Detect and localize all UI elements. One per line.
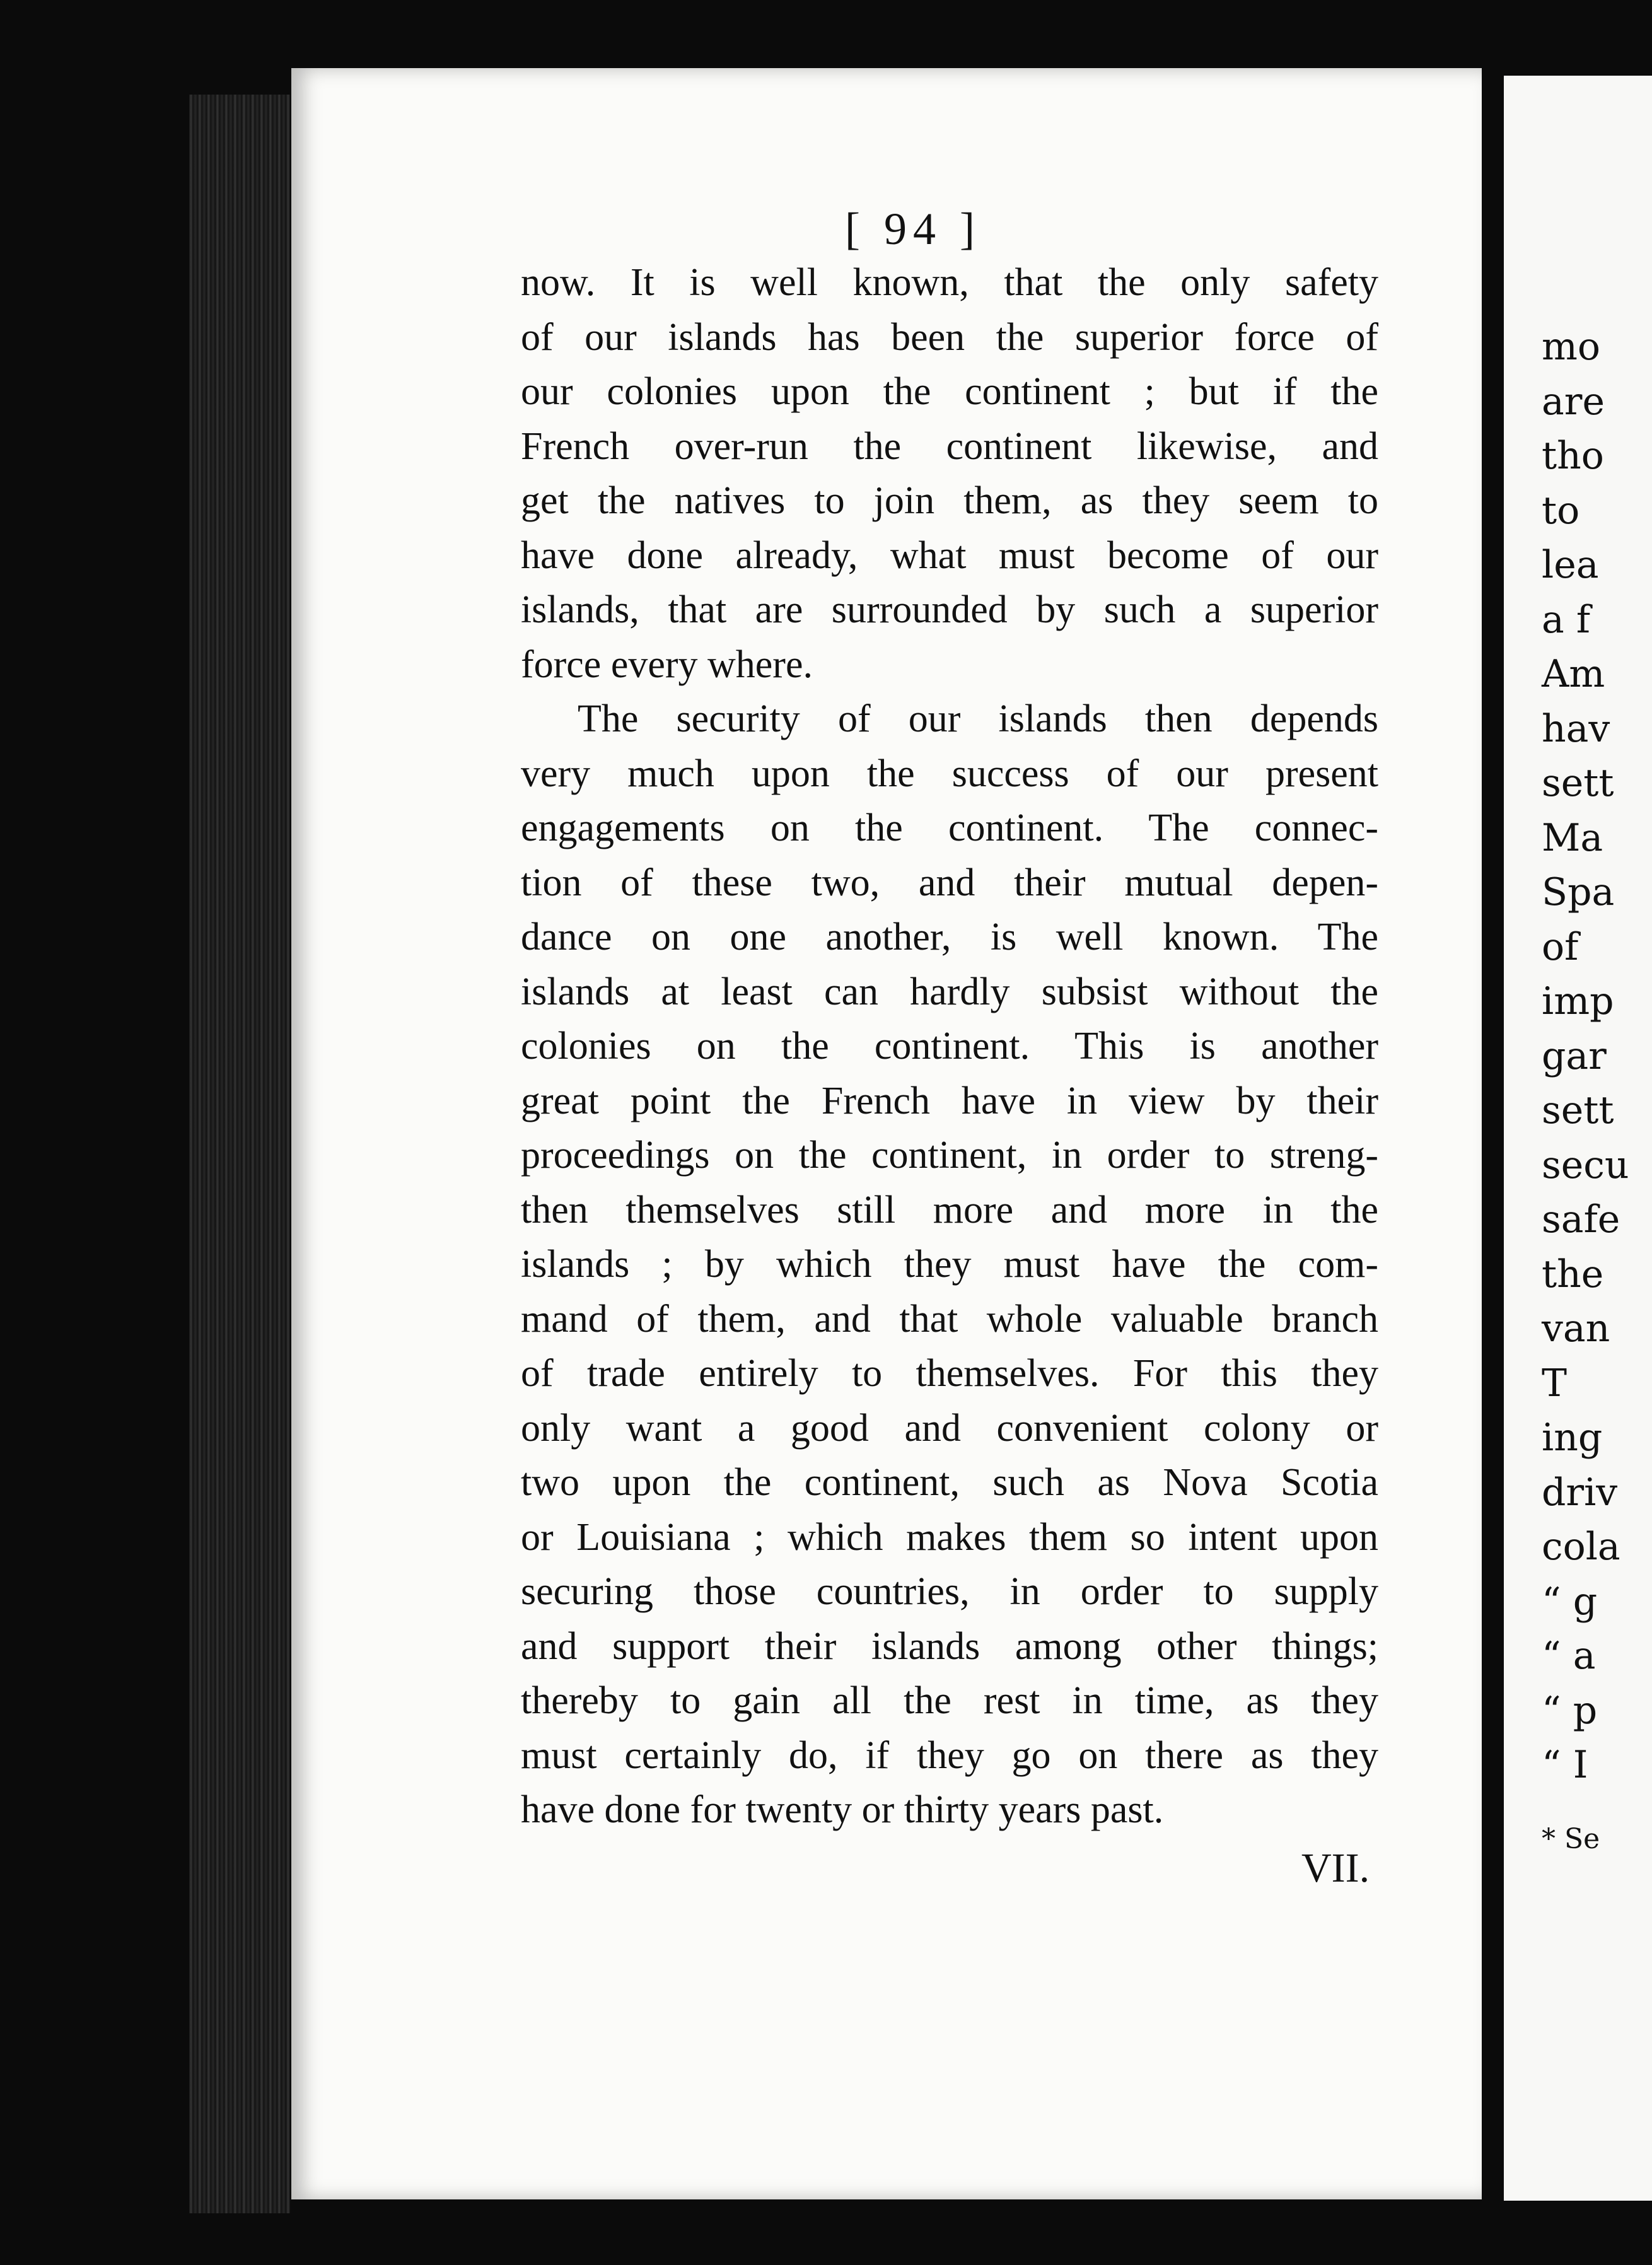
facing-page-fragment: of	[1542, 924, 1579, 969]
text-line: two upon the continent, such as Nova Scotia	[521, 1461, 1378, 1504]
book-binding	[189, 95, 290, 2213]
text-line: islands, that are surrounded by such a superior	[521, 588, 1378, 631]
text-line: thereby to gain all the rest in time, as they	[521, 1679, 1378, 1722]
text-line: have done for twenty or thirty years past.	[521, 1788, 1164, 1831]
text-line: our colonies upon the continent ; but if the	[521, 370, 1378, 413]
text-line: of our islands has been the superior force of	[521, 315, 1378, 359]
facing-page-fragment: to	[1542, 488, 1580, 533]
facing-page-fragment: gar	[1542, 1034, 1607, 1078]
facing-page-fragment: van	[1542, 1307, 1610, 1351]
facing-page-fragment: “ I	[1542, 1743, 1588, 1787]
facing-page-fragment: mo	[1542, 325, 1601, 369]
facing-page-fragment: * Se	[1542, 1822, 1600, 1855]
facing-page-fragment: imp	[1542, 979, 1614, 1023]
facing-page-fragment: lea	[1542, 543, 1599, 587]
facing-page-fragment: “ g	[1542, 1579, 1598, 1624]
facing-page-fragment: safe	[1542, 1197, 1620, 1242]
text-line: tion of these two, and their mutual depen-	[521, 861, 1378, 904]
facing-page-fragment: sett	[1542, 761, 1614, 805]
text-line: islands ; by which they must have the com-	[521, 1243, 1378, 1286]
text-line: dance on one another, is well known. The	[521, 916, 1378, 958]
text-line: The security of our islands then depends	[578, 697, 1378, 740]
text-line: securing those countries, in order to supply	[521, 1570, 1378, 1613]
facing-page-fragment: ing	[1542, 1416, 1603, 1460]
text-line: have done already, what must become of our	[521, 533, 1378, 577]
page-body-text	[521, 255, 1378, 1837]
facing-page-fragment: a f	[1542, 597, 1591, 642]
page-number-header: [ 94 ]	[845, 204, 981, 254]
facing-page-fragment: sett	[1542, 1088, 1614, 1132]
facing-page-fragment: “ p	[1542, 1688, 1598, 1733]
facing-page-fragment: are	[1542, 379, 1605, 424]
facing-page-fragment: secu	[1542, 1143, 1629, 1187]
text-line: must certainly do, if they go on there as they	[521, 1733, 1378, 1777]
facing-page-fragment: hav	[1542, 706, 1610, 751]
text-line: force every where.	[521, 643, 813, 686]
text-line: of trade entirely to themselves. For this they	[521, 1352, 1378, 1395]
text-line: engagements on the continent. The connec-	[521, 806, 1378, 849]
text-line: very much upon the success of our present	[521, 752, 1378, 795]
facing-page-edge	[1504, 76, 1652, 2201]
facing-page-fragment: cola	[1542, 1525, 1620, 1569]
facing-page-fragment: Ma	[1542, 815, 1603, 860]
text-line: only want a good and convenient colony or	[521, 1406, 1378, 1450]
text-line: or Louisiana ; which makes them so intent upon	[521, 1515, 1378, 1559]
text-line: mand of them, and that whole valuable branch	[521, 1297, 1378, 1341]
facing-page-fragment: Spa	[1542, 870, 1615, 914]
text-line: get the natives to join them, as they seem to	[521, 479, 1378, 522]
text-line: and support their islands among other things;	[521, 1624, 1378, 1668]
catchword: VII.	[1301, 1845, 1370, 1891]
text-line: islands at least can hardly subsist without the	[521, 970, 1378, 1013]
facing-page-fragment: tho	[1542, 434, 1604, 478]
facing-page-fragment: driv	[1542, 1470, 1618, 1515]
text-line: now. It is well known, that the only safety	[521, 261, 1378, 304]
facing-page-fragment: the	[1542, 1252, 1604, 1296]
facing-page-fragment: “ a	[1542, 1634, 1596, 1678]
text-line: French over-run the continent likewise, and	[521, 424, 1378, 468]
text-line: then themselves still more and more in the	[521, 1188, 1378, 1231]
text-line: colonies on the continent. This is another	[521, 1025, 1378, 1068]
text-line: great point the French have in view by their	[521, 1079, 1378, 1122]
facing-page-fragment: T	[1542, 1361, 1568, 1406]
text-line: proceedings on the continent, in order to streng-	[521, 1134, 1378, 1177]
facing-page-fragment: Am	[1542, 652, 1605, 696]
